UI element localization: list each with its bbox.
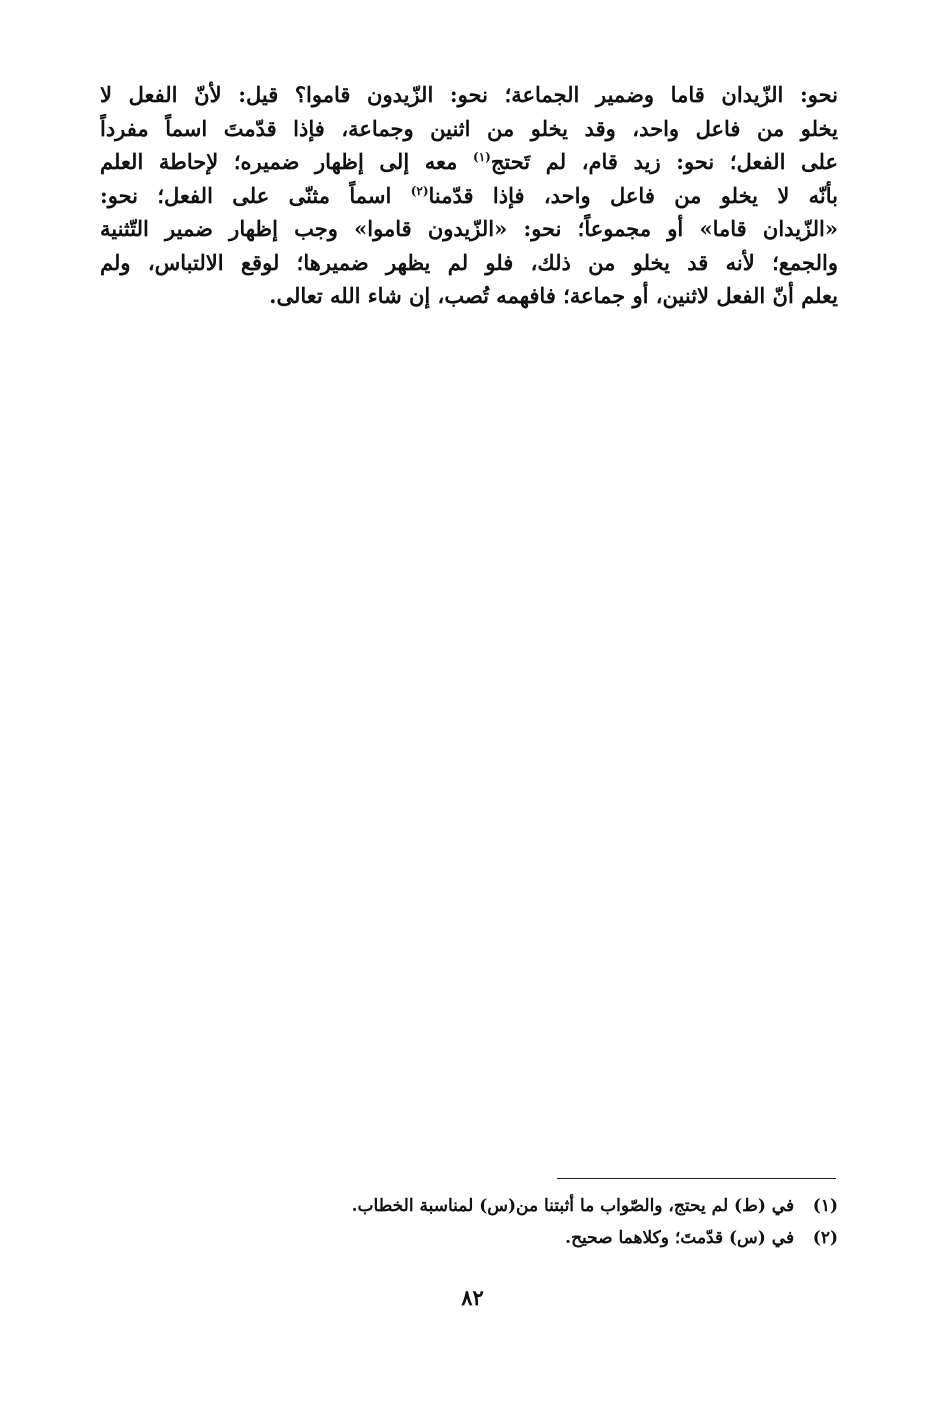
footnote-1 bbox=[100, 1190, 838, 1222]
footnote-ref-2[interactable]: (٢) bbox=[410, 183, 429, 198]
body-line-6: والجمع؛ لأنه قد يخلو من ذلك، فلو لم يظهر ضميرها؛ لوقع الالتباس، ولم bbox=[100, 249, 838, 275]
body-line-1: نحو: الزّيدان قاما وضمير الجماعة؛ نحو: الزّيدون قاموا؟ قيل: لأنّ الفعل لا bbox=[100, 82, 838, 107]
body-line-2: يخلو من فاعل واحد، وقد يخلو من اثنين وجماعة، فإذا قدّمتَ اسماً مفرداً bbox=[100, 115, 838, 141]
body-line-5: «الزّيدان قاما» أو مجموعاً؛ نحو: «الزّيدون قاموا» وجب إظهار ضمير التّثنية bbox=[100, 216, 838, 241]
footnote-2-number: (٢) bbox=[812, 1228, 838, 1248]
body-line-3-end: معه إلى إظهار ضميره؛ لإحاطة العلم bbox=[100, 149, 474, 174]
body-text bbox=[100, 78, 838, 313]
footnote-separator bbox=[557, 1178, 836, 1179]
footnote-2-text: في (س) قدّمتَ؛ وكلاهما صحيح. bbox=[565, 1228, 795, 1248]
page-number: ٨٢ bbox=[461, 1285, 484, 1310]
footnote-2 bbox=[100, 1222, 838, 1254]
body-line-4 bbox=[100, 179, 838, 213]
footnotes bbox=[100, 1190, 838, 1254]
footnote-1-text: في (ط) لم يحتج، والصّواب ما أثبتنا من(س) لمناسبة الخطاب. bbox=[351, 1196, 795, 1216]
footnote-1-number: (١) bbox=[812, 1196, 838, 1216]
body-line-4-start: بأنّه لا يخلو من فاعل واحد، فإذا قدّمنا bbox=[428, 182, 838, 208]
body-line-3-start: على الفعل؛ نحو: زيد قام، لم تَحتج bbox=[490, 149, 838, 174]
body-line-7: يعلم أنّ الفعل لاثنين، أو جماعة؛ فافهمه تُصب، إن شاء الله تعالى. bbox=[269, 283, 838, 308]
footnote-ref-1[interactable]: (١) bbox=[473, 150, 491, 164]
body-line-3 bbox=[100, 145, 838, 179]
body-line-4-end: اسماً مثنّى على الفعل؛ نحو: bbox=[100, 182, 411, 208]
